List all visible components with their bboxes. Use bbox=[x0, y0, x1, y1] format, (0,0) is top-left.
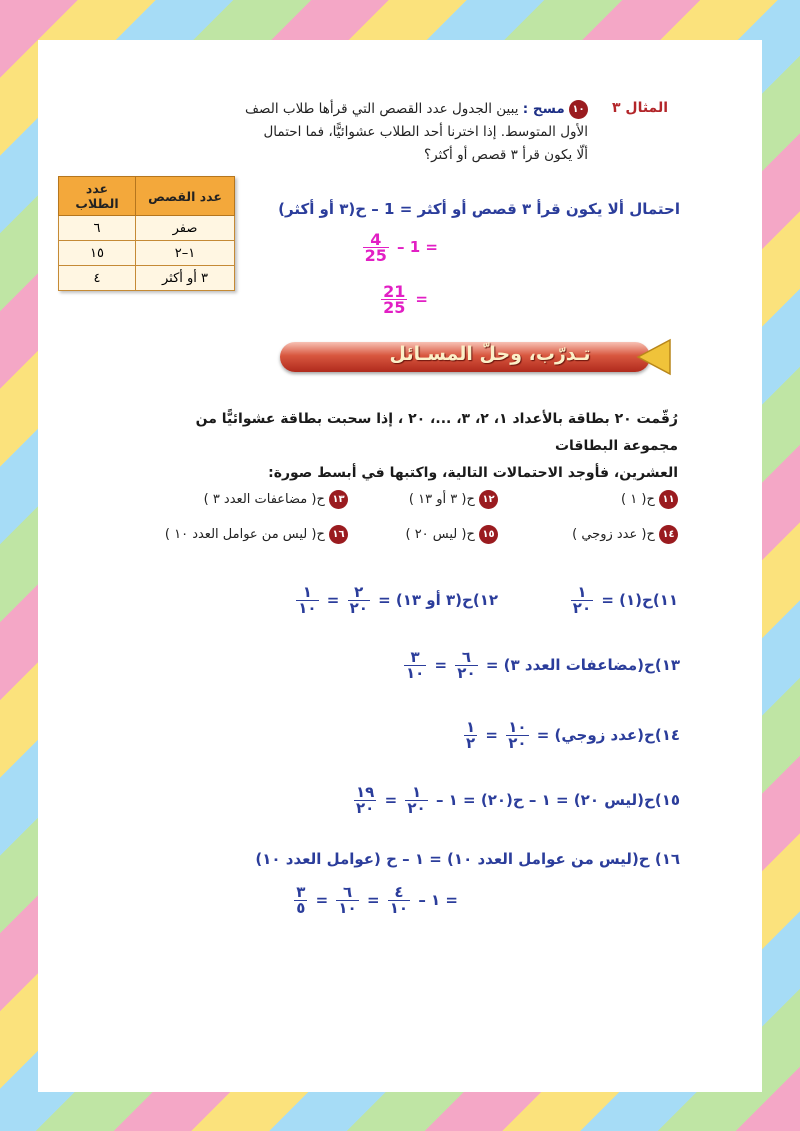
fraction-denominator: ٢٠ bbox=[356, 799, 375, 817]
fraction-denominator: ١٠ bbox=[405, 664, 425, 682]
answer-label: ١١)ح(١) = bbox=[601, 591, 678, 609]
fraction-numerator: ١٩ bbox=[356, 783, 375, 801]
stories-table bbox=[58, 176, 235, 291]
table-cell: ٤ bbox=[59, 266, 136, 291]
answer-fraction bbox=[464, 720, 477, 751]
answer-12 bbox=[238, 585, 498, 616]
solution-line-3-prefix: = bbox=[415, 290, 428, 308]
answer-fraction bbox=[404, 650, 426, 681]
fraction-denominator: ٢٠ bbox=[572, 599, 592, 617]
banner-arrow-icon bbox=[636, 338, 672, 376]
fraction-numerator: ١ bbox=[296, 585, 318, 601]
question-text: ح( مضاعفات العدد ٣ ) bbox=[203, 492, 325, 507]
exercise-intro bbox=[138, 406, 678, 487]
table-cell: ٦ bbox=[59, 216, 136, 241]
table-header-students: عدد الطلاب bbox=[59, 177, 136, 216]
equals-sign: = bbox=[366, 891, 380, 909]
question-14 bbox=[498, 525, 678, 544]
question-number-badge: ١٥ bbox=[479, 525, 498, 544]
answer-fraction bbox=[506, 720, 528, 751]
fraction-numerator: ٣ bbox=[404, 650, 426, 666]
fraction-numerator: ١ bbox=[405, 785, 427, 801]
fraction-numerator: 4 bbox=[363, 232, 389, 248]
question-text: ح( ليس ٢٠ ) bbox=[405, 527, 475, 542]
answer-prefix: = ١ – bbox=[418, 891, 458, 909]
question-number-badge: ١٣ bbox=[329, 490, 348, 509]
answer-label: ١٥)ح(ليس ٢٠) = ١ – ح(٢٠) = ١ – bbox=[435, 791, 680, 809]
question-11 bbox=[498, 490, 678, 509]
answer-16-line-1: ١٦) ح(ليس من عوامل العدد ١٠) = ١ – ح (عوامل العدد ١٠) bbox=[255, 850, 680, 868]
problem-line-2: الأول المتوسط. إذا اخترنا أحد الطلاب عشوائيًّا، فما احتمال bbox=[263, 124, 588, 140]
answer-fraction bbox=[294, 885, 307, 916]
solution-line-1: احتمال ألا يكون قرأ ٣ قصص أو أكثر = 1 – ح(٣ أو أكثر) bbox=[278, 200, 680, 218]
solution-line-2 bbox=[318, 232, 438, 263]
fraction-numerator: ٦ bbox=[455, 650, 477, 666]
answer-fraction bbox=[336, 885, 358, 916]
question-text: ح( ليس من عوامل العدد ١٠ ) bbox=[164, 527, 325, 542]
fraction-numerator: ٢ bbox=[348, 585, 370, 601]
fraction-numerator: 21 bbox=[383, 282, 406, 301]
fraction-numerator: ١٠ bbox=[508, 718, 527, 736]
fraction-denominator: ٢ bbox=[465, 734, 476, 752]
answer-11 bbox=[518, 585, 678, 616]
table-cell: ١–٢ bbox=[136, 241, 235, 266]
question-13 bbox=[138, 490, 348, 509]
answer-16-line-2 bbox=[278, 885, 458, 916]
question-16 bbox=[118, 525, 348, 544]
fraction-numerator: ١ bbox=[465, 718, 476, 736]
table-row bbox=[59, 266, 235, 291]
answer-label: ١٤)ح(عدد زوجي) = bbox=[536, 726, 680, 744]
equals-sign: = bbox=[315, 891, 329, 909]
table-header-stories: عدد القصص bbox=[136, 177, 235, 216]
fraction-denominator: ١٠ bbox=[298, 599, 317, 617]
fraction-denominator: ٢٠ bbox=[457, 664, 476, 682]
solution-line-2-prefix: = 1 – bbox=[397, 238, 438, 256]
fraction-denominator: ١٠ bbox=[338, 899, 357, 917]
fraction-numerator: ١ bbox=[571, 585, 593, 601]
table-row bbox=[59, 216, 235, 241]
example-problem bbox=[238, 98, 588, 167]
fraction-denominator: 25 bbox=[364, 246, 387, 265]
solution-fraction-1 bbox=[363, 232, 389, 263]
answer-13 bbox=[368, 650, 680, 681]
practice-banner bbox=[280, 338, 672, 376]
problem-text-1: يبين الجدول عدد القصص التي قرأها طلاب الصف bbox=[245, 101, 519, 117]
equals-sign: = bbox=[434, 656, 448, 674]
fraction-denominator: ٢٠ bbox=[349, 599, 368, 617]
answer-fraction bbox=[388, 885, 410, 916]
fraction-denominator: 25 bbox=[383, 298, 406, 317]
question-number-badge: ١٦ bbox=[329, 525, 348, 544]
example-label: المثال ٣ bbox=[612, 100, 668, 116]
table-cell: ٣ أو أكثر bbox=[136, 266, 235, 291]
solution-fraction-2 bbox=[381, 284, 407, 315]
answer-fraction bbox=[571, 585, 593, 616]
table-header-row bbox=[59, 177, 235, 216]
answer-14 bbox=[438, 720, 680, 751]
solution-line-3 bbox=[338, 284, 428, 315]
page bbox=[38, 40, 762, 1092]
question-number-badge: ١١ bbox=[659, 490, 678, 509]
problem-line-3: ألّا يكون قرأ ٣ قصص أو أكثر؟ bbox=[423, 147, 588, 163]
answer-15 bbox=[278, 785, 680, 816]
answer-fraction bbox=[405, 785, 427, 816]
question-number-badge: ١٢ bbox=[479, 490, 498, 509]
answer-label: ١٣)ح(مضاعفات العدد ٣) = bbox=[485, 656, 680, 674]
fraction-denominator: ١٠ bbox=[389, 899, 409, 917]
question-text: ح( ١ ) bbox=[621, 492, 655, 507]
table-cell: صفر bbox=[136, 216, 235, 241]
problem-line-1 bbox=[238, 98, 588, 121]
answer-label: ١٢)ح(٣ أو ١٣) = bbox=[378, 591, 498, 609]
fraction-denominator: ٢٠ bbox=[508, 734, 527, 752]
answer-fraction bbox=[455, 650, 477, 681]
fraction-numerator: ٦ bbox=[336, 885, 358, 901]
answer-fraction bbox=[354, 785, 376, 816]
equals-sign: = bbox=[485, 726, 498, 744]
answer-fraction bbox=[348, 585, 370, 616]
equals-sign: = bbox=[326, 591, 340, 609]
banner-title: تـدرّب، وحلّ المسـائل bbox=[389, 343, 591, 365]
table-cell: ١٥ bbox=[59, 241, 136, 266]
question-text: ح( عدد زوجي ) bbox=[572, 527, 655, 542]
question-text: ح( ٣ أو ١٣ ) bbox=[408, 492, 475, 507]
fraction-numerator: ٤ bbox=[388, 885, 410, 901]
question-number-badge: ١٤ bbox=[659, 525, 678, 544]
problem-keyword: مسح : bbox=[522, 101, 565, 117]
intro-line-2: العشرين، فأوجد الاحتمالات التالية، واكتبها في أبسط صورة: bbox=[268, 465, 678, 481]
equals-sign: = bbox=[384, 791, 398, 809]
fraction-denominator: ٢٠ bbox=[407, 799, 426, 817]
fraction-numerator: ٣ bbox=[296, 883, 306, 901]
table-row bbox=[59, 241, 235, 266]
fraction-denominator: ٥ bbox=[296, 899, 306, 917]
example-number-badge: ١٠ bbox=[569, 100, 588, 119]
intro-line-1: رُقّمت ٢٠ بطاقة بالأعداد ١، ٢، ٣، ...، ٢٠ ، إذا سحبت بطاقة عشوائيًّا من مجموعة البطاقات bbox=[195, 411, 678, 454]
answer-fraction bbox=[296, 585, 318, 616]
